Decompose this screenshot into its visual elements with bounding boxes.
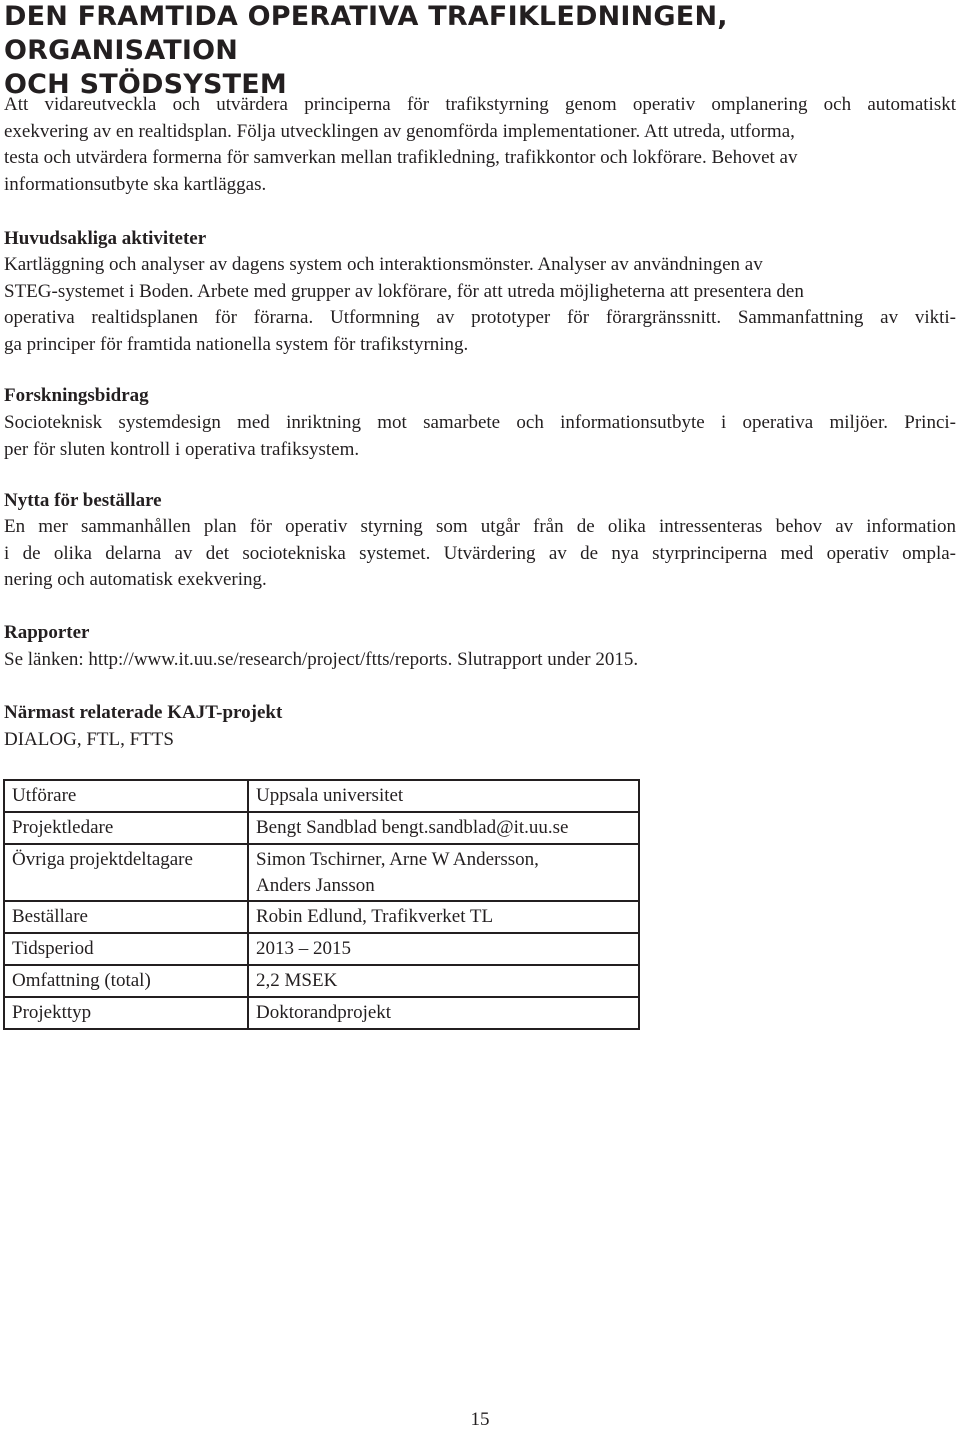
table-row: [4, 933, 639, 965]
contribution-heading: Forskningsbidrag: [4, 385, 149, 406]
text-line: En mer sammanhållen plan för operativ styrning som utgår från de olika intressenteras behov av information: [4, 516, 956, 537]
table-row: [4, 780, 639, 812]
row-value: Uppsala universitet: [248, 780, 639, 812]
text-line: informationsutbyte ska kartläggas.: [4, 173, 267, 195]
text-line: ga principer för framtida nationella system för trafikstyrning.: [4, 333, 469, 355]
row-label: Tidsperiod: [4, 933, 248, 965]
row-label: Projektledare: [4, 812, 248, 844]
benefit-heading: Nytta för beställare: [4, 490, 162, 511]
row-value: [248, 844, 639, 901]
page-title: [4, 0, 904, 102]
row-value: Doktorandprojekt: [248, 997, 639, 1029]
row-label: Projekttyp: [4, 997, 248, 1029]
text-line: STEG-systemet i Boden. Arbete med grupper av lokförare, för att utreda möjligheterna att presentera den: [4, 280, 804, 302]
row-label: Övriga projektdeltagare: [4, 844, 248, 901]
row-label: Omfattning (total): [4, 965, 248, 997]
text-line: Kartläggning och analyser av dagens system och interaktionsmönster. Analyser av användningen av: [4, 254, 763, 275]
text-line: Se länken: http://www.it.uu.se/research/project/ftts/reports. Slutrapport under 2015.: [4, 649, 639, 670]
text-line: testa och utvärdera formerna för samverkan mellan trafikledning, trafikkontor och lokförare. Behovet av: [4, 147, 798, 168]
related-projects-paragraph: [4, 727, 956, 754]
row-value: Robin Edlund, Trafikverket TL: [248, 901, 639, 933]
table-row: [4, 901, 639, 933]
row-value-line: Anders Jansson: [256, 875, 375, 896]
text-line: i de olika delarna av det sociotekniska systemet. Utvärdering av de nya styrprinciperna med operativ ompla-: [4, 542, 956, 564]
text-line: DIALOG, FTL, FTTS: [4, 729, 174, 750]
benefit-paragraph: [4, 514, 956, 594]
row-value: 2013 – 2015: [248, 933, 639, 965]
row-label: Utförare: [4, 780, 248, 812]
text-line: exekvering av en realtidsplan. Följa utvecklingen av genomförda implementationer. Att utreda, utforma,: [4, 120, 795, 142]
page-title-line: DEN FRAMTIDA OPERATIVA TRAFIKLEDNINGEN, ORGANISATION: [4, 1, 728, 66]
intro-paragraph: [4, 92, 956, 198]
contribution-paragraph: [4, 410, 956, 463]
activities-heading: Huvudsakliga aktiviteter: [4, 228, 207, 249]
text-line: operativa realtidsplanen för förarna. Utformning av prototyper för förargränssnitt. Sammanfattning av vikti-: [4, 307, 956, 328]
text-line: nering och automatisk exekvering.: [4, 569, 267, 590]
table-row: [4, 844, 639, 901]
table-row: [4, 997, 639, 1029]
table-row: [4, 812, 639, 844]
row-value-line: Simon Tschirner, Arne W Andersson,: [256, 849, 539, 870]
related-projects-heading: Närmast relaterade KAJT-projekt: [4, 702, 283, 723]
text-line: Socioteknisk systemdesign med inriktning mot samarbete och informationsutbyte i operativa miljöer. Princi-: [4, 412, 956, 433]
row-value: Bengt Sandblad bengt.sandblad@it.uu.se: [248, 812, 639, 844]
table-row: [4, 965, 639, 997]
text-line: per för sluten kontroll i operativa trafiksystem.: [4, 438, 360, 460]
activities-paragraph: [4, 252, 956, 358]
page-title-line: OCH STÖDSYSTEM: [4, 69, 287, 100]
reports-paragraph: [4, 647, 956, 674]
page-number: 15: [470, 1409, 490, 1430]
row-value: 2,2 MSEK: [248, 965, 639, 997]
project-info-table: [3, 779, 640, 1030]
text-line: Att vidareutveckla och utvärdera principerna för trafikstyrning genom operativ omplanering och automatiskt: [4, 94, 956, 115]
row-label: Beställare: [4, 901, 248, 933]
reports-heading: Rapporter: [4, 622, 90, 643]
